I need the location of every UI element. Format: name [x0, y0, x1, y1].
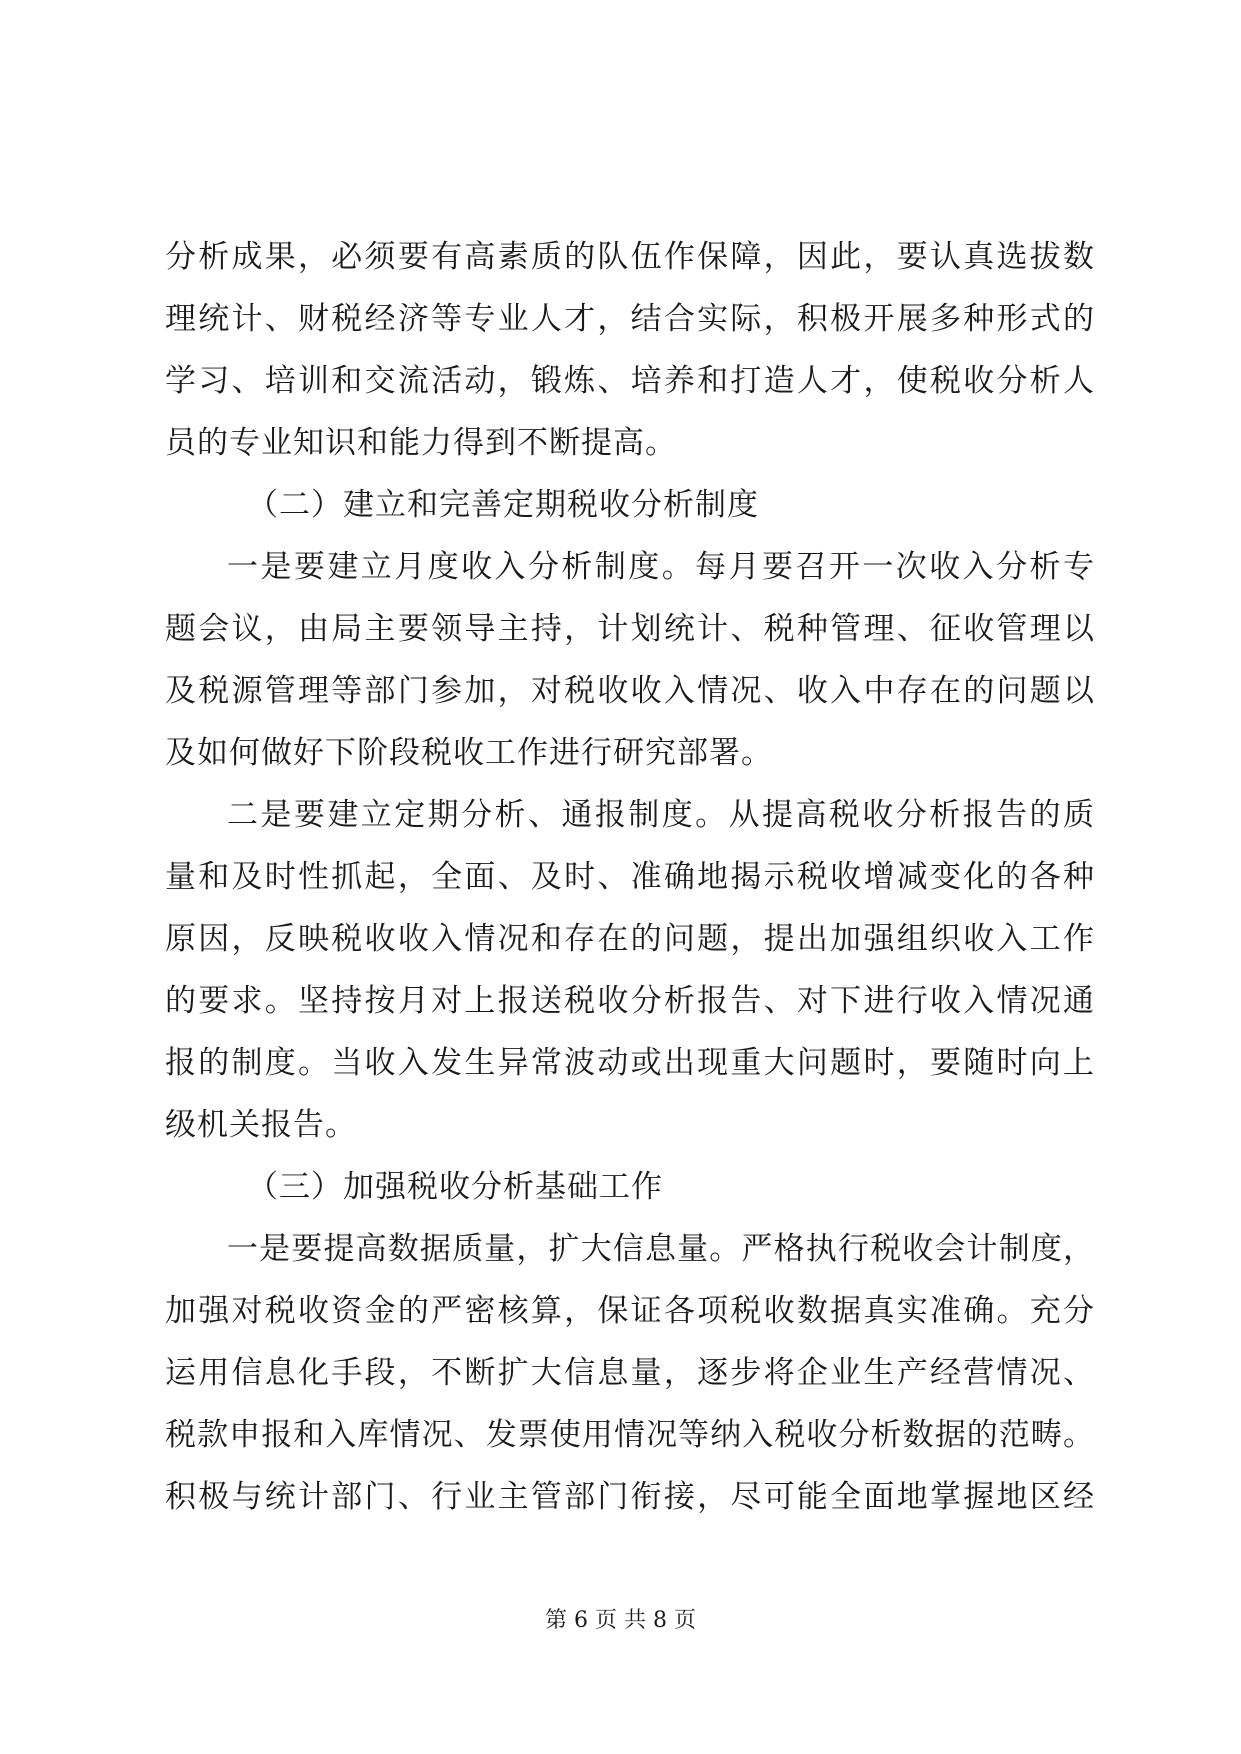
text-line: 理统计、财税经济等专业人才，结合实际，积极开展多种形式的 [165, 301, 1095, 337]
text-line: 题会议，由局主要领导主持，计划统计、税种管理、征收管理以 [165, 611, 1095, 647]
section-heading: （二）建立和完善定期税收分析制度 [247, 487, 759, 523]
page-footer [0, 1606, 1241, 1636]
text-line: 学习、培训和交流活动，锻炼、培养和打造人才，使税收分析人 [165, 363, 1095, 399]
text-line: 量和及时性抓起，全面、及时、准确地揭示税收增减变化的各种 [165, 859, 1095, 895]
text-line: 原因，反映税收收入情况和存在的问题，提出加强组织收入工作 [165, 921, 1095, 957]
page-number: 第 6 页 共 8 页 [545, 1608, 696, 1633]
text-line: 税款申报和入库情况、发票使用情况等纳入税收分析数据的范畴。 [165, 1417, 1095, 1453]
document-body [165, 226, 1095, 1528]
text-line: 积极与统计部门、行业主管部门衔接，尽可能全面地掌握地区经 [165, 1479, 1095, 1515]
text-line: 员的专业知识和能力得到不断提高。 [165, 425, 677, 461]
text-line: 一是要提高数据质量，扩大信息量。严格执行税收会计制度， [227, 1231, 1095, 1267]
text-line: 及税源管理等部门参加，对税收收入情况、收入中存在的问题以 [165, 673, 1095, 709]
text-line: 加强对税收资金的严密核算，保证各项税收数据真实准确。充分 [165, 1293, 1095, 1329]
text-line: 一是要建立月度收入分析制度。每月要召开一次收入分析专 [227, 549, 1095, 585]
text-line: 及如何做好下阶段税收工作进行研究部署。 [165, 735, 773, 771]
section-heading: （三）加强税收分析基础工作 [247, 1169, 663, 1205]
text-line: 运用信息化手段，不断扩大信息量，逐步将企业生产经营情况、 [165, 1355, 1095, 1391]
text-line: 二是要建立定期分析、通报制度。从提高税收分析报告的质 [227, 797, 1095, 833]
text-line: 分析成果，必须要有高素质的队伍作保障，因此，要认真选拔数 [165, 239, 1095, 275]
text-line: 报的制度。当收入发生异常波动或出现重大问题时，要随时向上 [165, 1045, 1095, 1081]
text-line: 级机关报告。 [165, 1107, 357, 1143]
text-line: 的要求。坚持按月对上报送税收分析报告、对下进行收入情况通 [165, 983, 1095, 1019]
